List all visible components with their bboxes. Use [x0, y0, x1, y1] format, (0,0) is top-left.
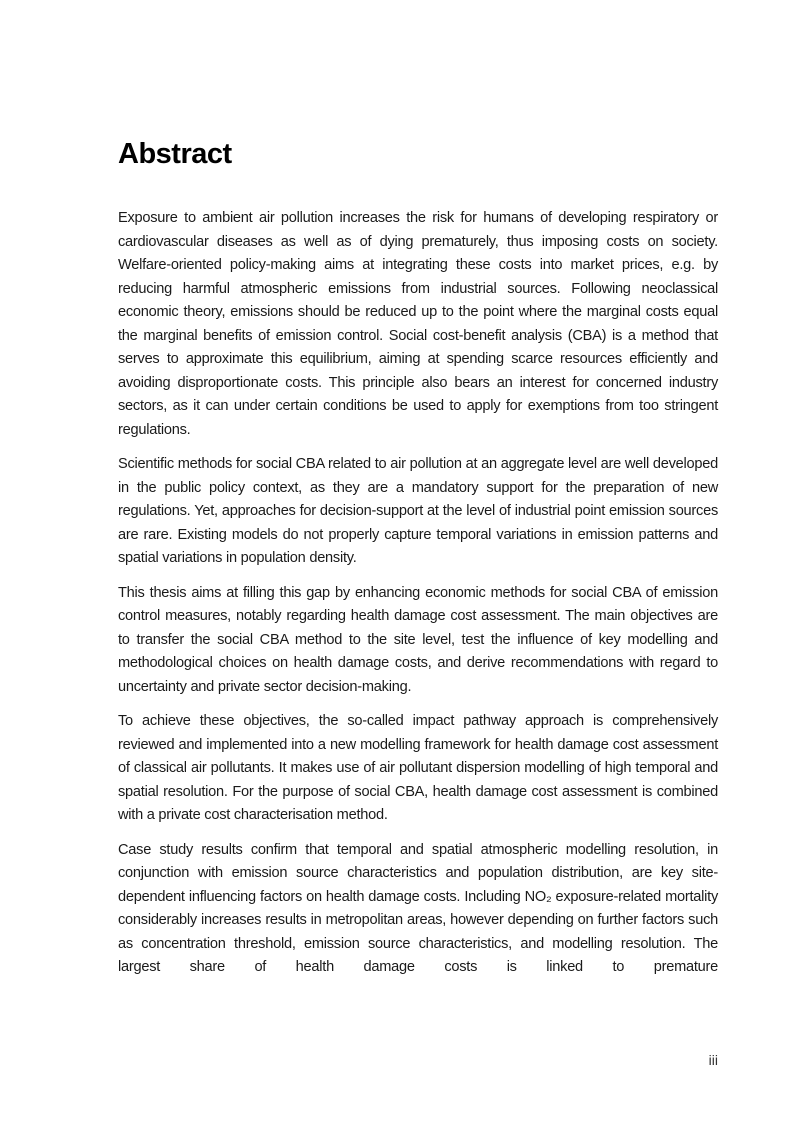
paragraph-1: Exposure to ambient air pollution increases the risk for humans of developing respiratory or cardiovascular diseases as well as of dying prematurely, thus imposing costs on society. Welfare-oriented policy-making aims at integrating these costs into market prices, e.g. by reducing harmful atmospheric emissions from industrial sources. Following neoclassical economic theory, emissions should be reduced up to the point where the marginal costs equal the marginal benefits of emission control. Social cost-benefit analysis (CBA) is a method that serves to approximate this equilibrium, aiming at spending scarce resources efficiently and avoiding disproportionate costs. This principle also bears an interest for concerned industry sectors, as it can under certain conditions be used to apply for exemptions from too stringent regulations.	[118, 210, 718, 438]
page-title: Abstract	[118, 138, 232, 170]
paragraph-5: Case study results confirm that temporal and spatial atmospheric modelling resolution, in conjunction with emission source characteristics and population distribution, are key site-dependent influencing factors on health damage costs. Including NO₂ exposure-related mortality considerably increases results in metropolitan areas, however depending on further factors such as concentration threshold, emission source characteristics, and modelling resolution. The largest share of health damage costs is linked to premature	[118, 841, 718, 975]
page-number: iii	[708, 1052, 718, 1068]
abstract-body	[118, 207, 718, 991]
paragraph-3: This thesis aims at filling this gap by enhancing economic methods for social CBA of emission control measures, notably regarding health damage cost assessment. The main objectives are to transfer the social CBA method to the site level, test the influence of key modelling and methodological choices on health damage costs, and derive recommendations with regard to uncertainty and private sector decision-making.	[118, 584, 718, 695]
paragraph-2: Scientific methods for social CBA related to air pollution at an aggregate level are well developed in the public policy context, as they are a mandatory support for the preparation of new regulations. Yet, approaches for decision-support at the level of industrial point emission sources are rare. Existing models do not properly capture temporal variations in emission patterns and spatial variations in population density.	[118, 456, 718, 566]
paragraph-4: To achieve these objectives, the so-called impact pathway approach is comprehensively reviewed and implemented into a new modelling framework for health damage cost assessment of classical air pollutants. It makes use of air pollutant dispersion modelling of high temporal and spatial resolution. For the purpose of social CBA, health damage cost assessment is combined with a private cost characterisation method.	[118, 713, 718, 823]
